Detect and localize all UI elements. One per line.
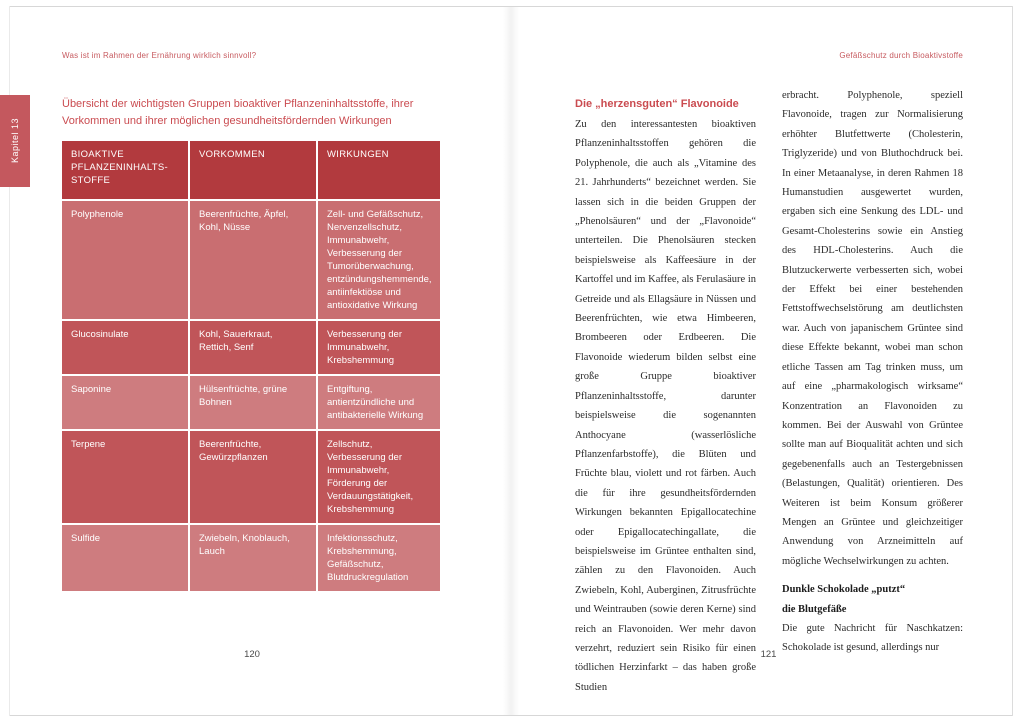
subheading-line-1: Dunkle Schokolade „putzt“ (782, 584, 906, 596)
running-header-right: Gefäßschutz durch Bioaktivstoffe (839, 51, 963, 60)
subheading-dark-chocolate (782, 580, 963, 619)
table-header-effects: WIRKUNGEN (318, 141, 440, 199)
chapter-tab-label: Kapitel 13 (10, 118, 20, 164)
book-gutter (503, 7, 519, 715)
table-cell-substance: Glucosinulate (62, 321, 188, 374)
table-cell-effects: Zellschutz, Verbesserung der Immunabwehr, Förderung der Verdauungstätigkeit, Krebshemmung (318, 431, 440, 523)
body-text-column-1: Zu den interessantesten bioaktiven Pflanzeninhaltsstoffen gehören die Polyphenole, die auch als „Vitamine des 21. Jahrhunderts“ bezeichnet werden. Sie lassen sich in die beiden Gruppen der „Phenolsäuren“ und der „Flavonoide“ unterteilen. Die Phenolsäuren stecken beispielsweise als Kaffeesäure in der Kartoffel und im Kaffee, als Ferulasäure in Getreide und als Ellagsäure in Nüssen und Beerenfrüchten, wie etwa Himbeeren, Brombeeren oder Erdbeeren. Die Flavonoide wiederum bilden selbst eine große Gruppe bioaktiver Pflanzeninhaltsstoffe, darunter beispielsweise die sogenannten Anthocyane (wasserlösliche Pflanzenfarbstoffe), die Blüten und Früchte blau, violett und rot färben. Auch die für ihre gesundheitsfördernden Wirkungen bekannten Epigallocatechine oder Epigallocatechingallate, die beispielsweise im Grüntee enthalten sind, zählen zu den Flavonoiden. Auch Zwiebeln, Kohl, Auberginen, Zitrusfrüchte und Weintrauben (sowie deren Kerne) sind reich an Flavonoiden. Wer mehr davon verzehrt, reduziert sein Risiko für einen tödlichen Herzinfarkt – das haben große Studien (575, 119, 756, 693)
table-cell-occurrence: Zwiebeln, Knoblauch, Lauch (190, 525, 316, 591)
body-text-column-2: erbracht. Polyphenole, speziell Flavonoide, tragen zur Normalisierung erhöhter Blutfettwerte (Cholesterin, Triglyzeride) und von Bluthochdruck bei. In einer Metaanalyse, in deren Rahmen 18 Humanstudien ausgewertet wurden, ergaben sich eine Senkung des LDL- und Gesamt-Cholesterins sowie ein Anstieg des HDL-Cholesterins. Auch die Blutzuckerwerte verbesserten sich, wobei der Effekt bei einer bestehenden Fettstoffwechselstörung am deutlichsten war. Auch von japanischem Grüntee sind diese Effekte bekannt, wobei man schon etliche Tassen am Tag trinken muss, um auf eine „pharmakologisch wirksame“ Konzentration an Flavonoiden zu kommen. Bei der Auswahl von Grüntee sollte man auf Bioqualität achten und sich gegebenenfalls auch an Testergebnissen (Belastungen, Qualität) orientieren. Des Weiteren ist beim Konsum größerer Mengen an Grüntee und gleichzeitiger Anwendung von Arzneimitteln auf mögliche Wechselwirkungen zu achten. (782, 90, 963, 567)
table-cell-substance: Polyphenole (62, 201, 188, 319)
body-column-2 (782, 86, 963, 658)
subheading-line-2: die Blutgefäße (782, 603, 847, 615)
table-cell-occurrence: Beerenfrüchte, Äpfel, Kohl, Nüsse (190, 201, 316, 319)
section-heading-flavonoide: Die „herzensguten“ Flavonoide (575, 98, 739, 110)
running-header-left: Was ist im Rahmen der Ernährung wirklich sinnvoll? (62, 51, 257, 60)
table-cell-occurrence: Beerenfrüchte, Gewürzpflanzen (190, 431, 316, 523)
table-cell-substance: Terpene (62, 431, 188, 523)
table-header-substance: BIOAKTIVE PFLANZENINHALTS-STOFFE (62, 141, 188, 199)
chapter-tab (0, 95, 30, 187)
table-cell-effects: Entgiftung, antientzündliche und antibakterielle Wirkung (318, 376, 440, 429)
body-text-column-2-continued: Die gute Nachricht für Naschkatzen: Schokolade ist gesund, allerdings nur (782, 622, 963, 654)
page-edge-right (1012, 6, 1013, 716)
table-cell-effects: Infektionsschutz, Krebshemmung, Gefäßschutz, Blutdruckregulation (318, 525, 440, 591)
table-cell-substance: Sulfide (62, 525, 188, 591)
table-cell-effects: Verbesserung der Immunabwehr, Krebshemmung (318, 321, 440, 374)
table-header-occurrence: VORKOMMEN (190, 141, 316, 199)
table-cell-effects: Zell- und Gefäßschutz, Nervenzellschutz, Immunabwehr, Verbesserung der Tumorüberwachung, entzündungshemmende, antiinfektiöse und antioxidative Wirkung (318, 201, 440, 319)
bioactive-substances-table (62, 141, 442, 591)
table-cell-occurrence: Kohl, Sauerkraut, Rettich, Senf (190, 321, 316, 374)
table-title: Übersicht der wichtigsten Gruppen bioaktiver Pflanzeninhaltsstoffe, ihrer Vorkommen und ihrer möglichen gesundheitsfördernden Wirkungen (62, 98, 414, 127)
page-number-left: 120 (244, 649, 260, 660)
page-number-right: 121 (760, 649, 777, 660)
table-cell-occurrence: Hülsenfrüchte, grüne Bohnen (190, 376, 316, 429)
page-edge-bottom (9, 715, 1013, 716)
table-cell-substance: Saponine (62, 376, 188, 429)
